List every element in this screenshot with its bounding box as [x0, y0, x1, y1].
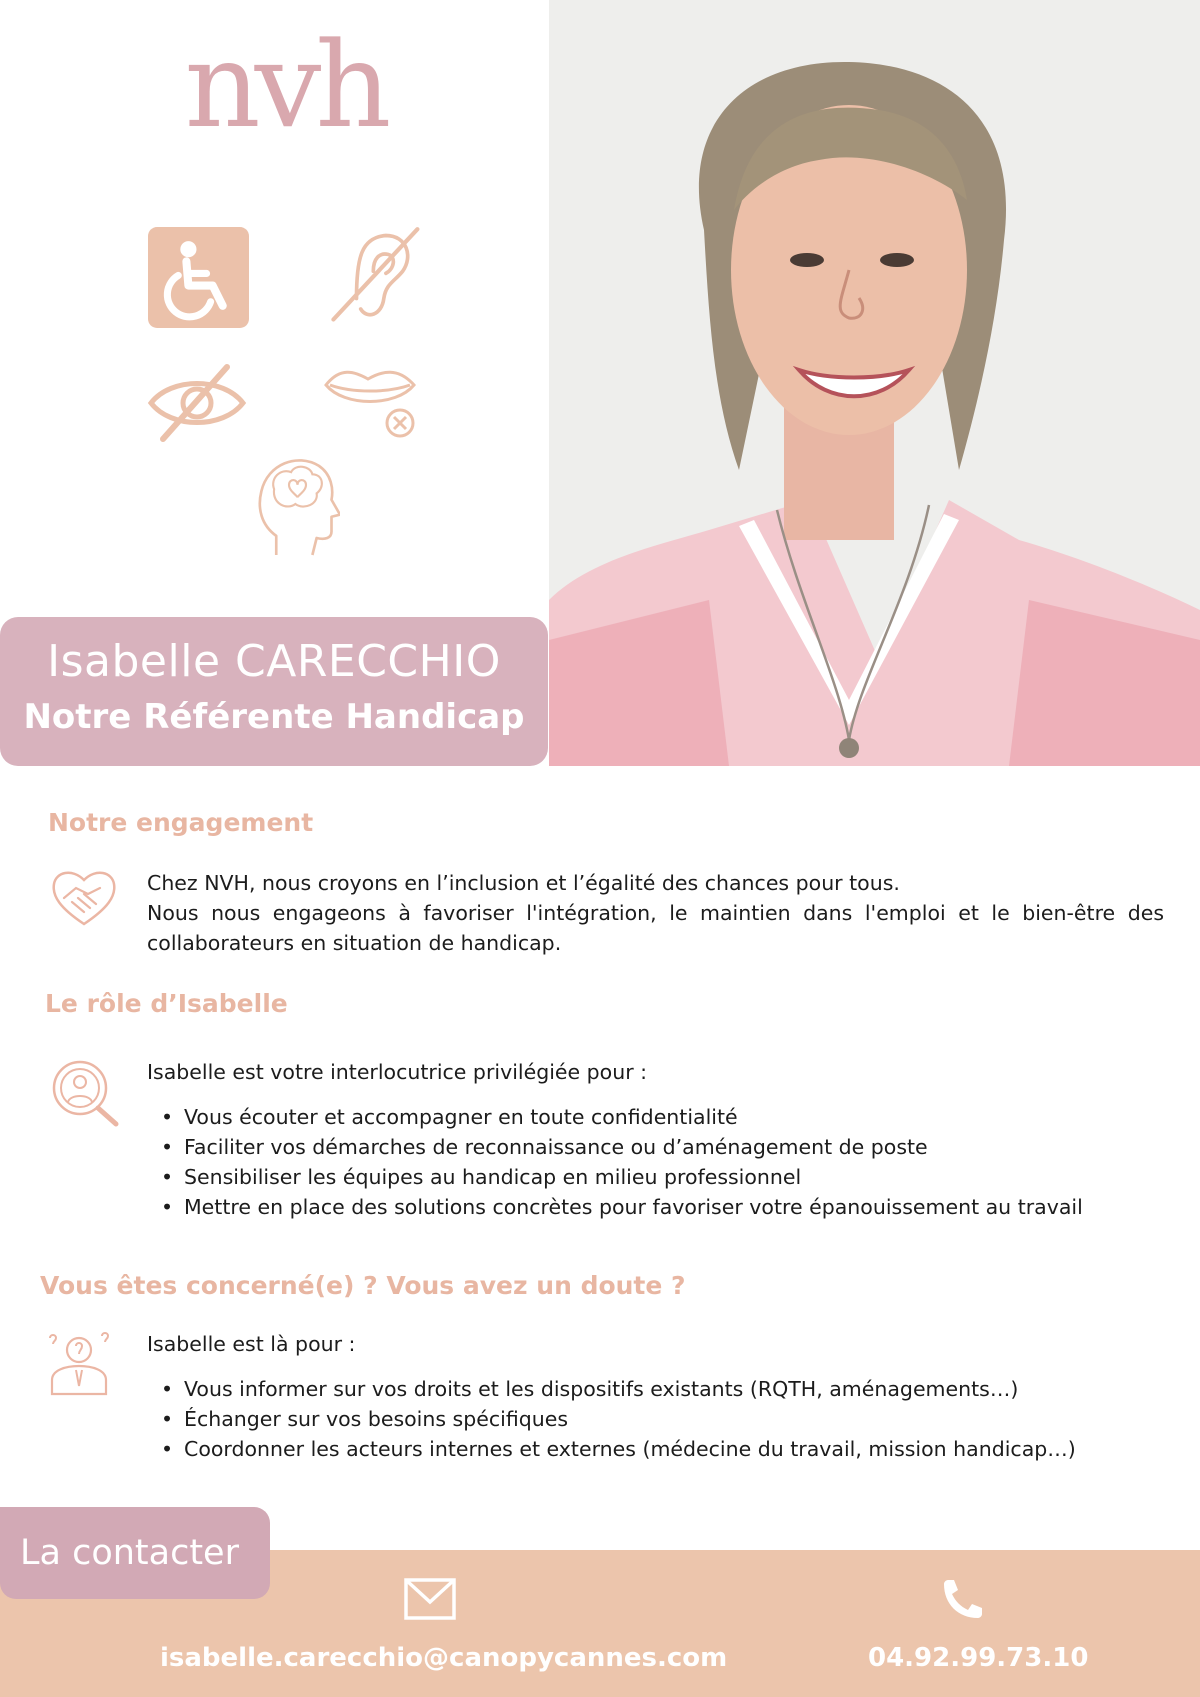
- concern-list: [147, 1374, 1076, 1464]
- engagement-text: [147, 868, 1164, 958]
- contact-email[interactable]: isabelle.carecchio@canopycannes.com: [160, 1643, 728, 1673]
- role-title: Le rôle d’Isabelle: [45, 989, 288, 1018]
- concern-title: Vous êtes concerné(e) ? Vous avez un doute ?: [40, 1271, 686, 1300]
- list-item: • Coordonner les acteurs internes et externes (médecine du travail, mission handicap…): [147, 1434, 1076, 1464]
- list-item: • Faciliter vos démarches de reconnaissance ou d’aménagement de poste: [147, 1132, 1083, 1162]
- heart-handshake-icon: [50, 868, 118, 928]
- portrait-photo: [549, 0, 1200, 766]
- engagement-line-1: Chez NVH, nous croyons en l’inclusion et l’égalité des chances pour tous.: [147, 871, 900, 895]
- role-intro: Isabelle est votre interlocutrice privilégiée pour :: [147, 1060, 648, 1084]
- list-item: • Sensibiliser les équipes au handicap en milieu professionnel: [147, 1162, 1083, 1192]
- envelope-icon: [404, 1578, 456, 1620]
- list-item: • Échanger sur vos besoins spécifiques: [147, 1404, 1076, 1434]
- wheelchair-icon: [148, 227, 249, 328]
- person-search-icon: [52, 1060, 120, 1128]
- deaf-icon: [325, 225, 430, 330]
- role-list: [147, 1102, 1083, 1222]
- list-item: • Vous informer sur vos droits et les dispositifs existants (RQTH, aménagements…): [147, 1374, 1076, 1404]
- mute-icon: [322, 363, 422, 443]
- engagement-title: Notre engagement: [48, 808, 314, 837]
- portrait-illustration: [549, 0, 1200, 766]
- contact-title: La contacter: [0, 1507, 270, 1599]
- name-banner: [0, 617, 548, 766]
- list-item: • Vous écouter et accompagner en toute confidentialité: [147, 1102, 1083, 1132]
- cognitive-icon: [255, 450, 340, 558]
- list-item: • Mettre en place des solutions concrètes pour favoriser votre épanouissement au travail: [147, 1192, 1083, 1222]
- confused-person-icon: [46, 1330, 112, 1396]
- person-name: Isabelle CARECCHIO: [47, 636, 501, 687]
- nvh-logo: [150, 10, 420, 170]
- contact-phone[interactable]: 04.92.99.73.10: [868, 1643, 1089, 1673]
- person-role: Notre Référente Handicap: [23, 697, 525, 737]
- concern-intro: Isabelle est là pour :: [147, 1332, 356, 1356]
- engagement-line-2: Nous nous engageons à favoriser l'intégration, le maintien dans l'emploi et le bien-être des collaborateurs en situation de handicap.: [147, 901, 1164, 955]
- blind-icon: [146, 363, 248, 443]
- logo-text: nvh: [184, 16, 386, 154]
- phone-icon: [940, 1578, 984, 1622]
